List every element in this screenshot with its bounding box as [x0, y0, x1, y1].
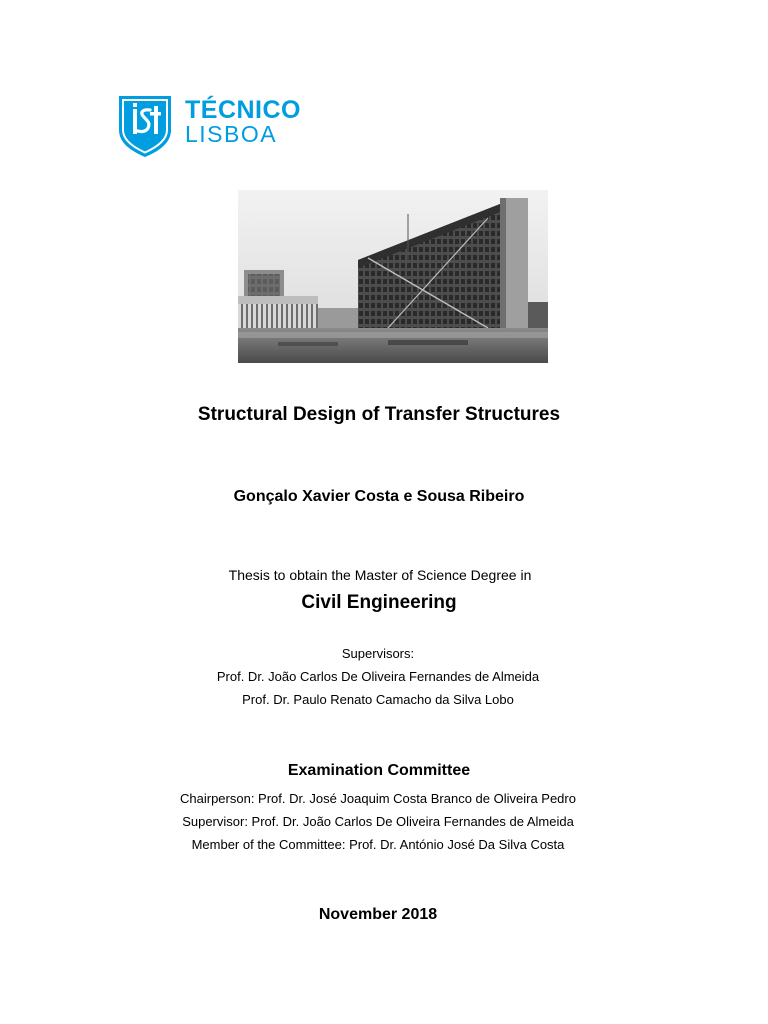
supervisors-heading: Supervisors: [341, 646, 415, 661]
tecnico-lisboa-logo [119, 96, 299, 158]
committee-heading: Examination Committee [287, 762, 471, 779]
logo-name: TÉCNICO [185, 96, 301, 124]
committee-member: Chairperson: Prof. Dr. José Joaquim Costa Branco de Oliveira Pedro [180, 791, 576, 806]
logo-city: LISBOA [185, 121, 278, 147]
committee-member: Member of the Committee: Prof. Dr. António José Da Silva Costa [191, 837, 565, 852]
supervisor-name: Prof. Dr. Paulo Renato Camacho da Silva Lobo [242, 692, 514, 707]
committee-member: Supervisor: Prof. Dr. João Carlos De Oliveira Fernandes de Almeida [182, 814, 574, 829]
supervisor-name: Prof. Dr. João Carlos De Oliveira Fernandes de Almeida [216, 669, 540, 684]
degree-intro: Thesis to obtain the Master of Science Degree in [228, 567, 532, 583]
cover-photo [238, 190, 548, 363]
thesis-title: Structural Design of Transfer Structures [197, 404, 561, 425]
shield-icon [119, 96, 171, 157]
author-name: Gonçalo Xavier Costa e Sousa Ribeiro [233, 488, 525, 505]
submission-date: November 2018 [318, 906, 438, 923]
degree-name: Civil Engineering [301, 592, 457, 613]
